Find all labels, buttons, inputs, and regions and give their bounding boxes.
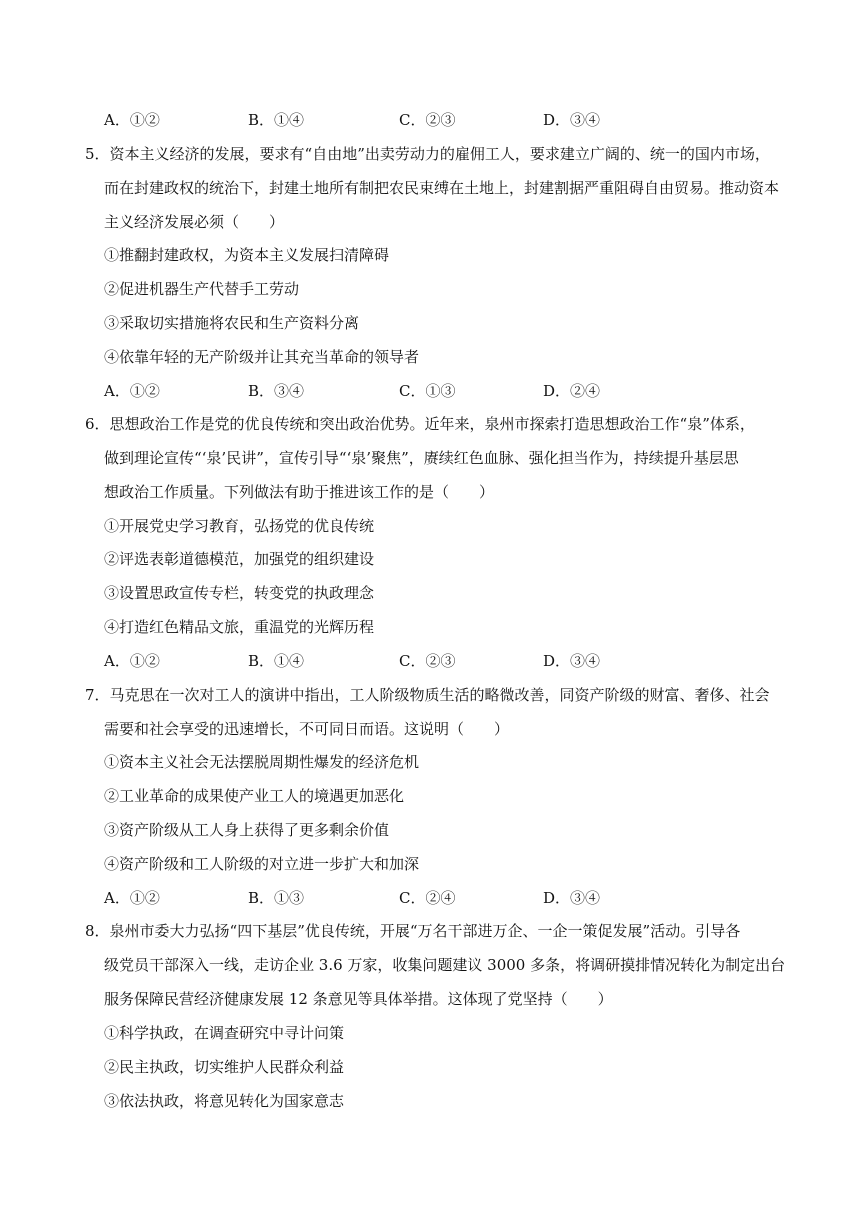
q8-statement-1: ①科学执政，在调查研究中寻计问策 xyxy=(104,1024,345,1042)
q8-statement-2: ②民主执政，切实维护人民群众利益 xyxy=(104,1058,345,1076)
q4-option-b[interactable]: B．①④ xyxy=(248,111,305,129)
q7-stem-line-2: 需要和社会享受的迅速增长，不可同日而语。这说明（ ） xyxy=(104,720,510,738)
q5-stem-line-2: 而在封建政权的统治下，封建土地所有制把农民束缚在土地上，封建割据严重阻碍自由贸易。推动资本 xyxy=(104,179,780,197)
q4-option-d[interactable]: D．③④ xyxy=(543,111,601,129)
q6-option-a[interactable]: A．①② xyxy=(104,652,160,670)
q6-stem-line-1: 6．思想政治工作是党的优良传统和突出政治优势。近年来，泉州市探索打造思想政治工作“泉”体系， xyxy=(85,415,755,433)
q8-stem-line-2: 级党员干部深入一线，走访企业 3.6 万家，收集问题建议 3000 多条，将调研摸排情况转化为制定出台 xyxy=(104,956,786,974)
q7-option-a[interactable]: A．①② xyxy=(104,889,160,907)
q7-statement-3: ③资产阶级从工人身上获得了更多剩余价值 xyxy=(104,821,390,839)
q6-statement-1: ①开展党史学习教育，弘扬党的优良传统 xyxy=(104,517,375,535)
q7-options xyxy=(0,888,860,908)
q5-option-d[interactable]: D．②④ xyxy=(543,382,601,400)
q6-stem-line-3: 想政治工作质量。下列做法有助于推进该工作的是（ ） xyxy=(104,483,495,501)
q7-option-b[interactable]: B．①③ xyxy=(248,889,305,907)
q4-option-a[interactable]: A．①② xyxy=(104,111,160,129)
q6-option-c[interactable]: C．②③ xyxy=(399,652,456,670)
q7-option-c[interactable]: C．②④ xyxy=(399,889,456,907)
q5-option-b[interactable]: B．③④ xyxy=(248,382,305,400)
q7-option-d[interactable]: D．③④ xyxy=(543,889,601,907)
q6-option-d[interactable]: D．③④ xyxy=(543,652,601,670)
q4-option-c[interactable]: C．②③ xyxy=(399,111,456,129)
q5-option-c[interactable]: C．①③ xyxy=(399,382,456,400)
q7-statement-2: ②工业革命的成果使产业工人的境遇更加恶化 xyxy=(104,787,405,805)
q7-stem-line-1: 7．马克思在一次对工人的演讲中指出，工人阶级物质生活的略微改善，同资产阶级的财富、奢侈、社会 xyxy=(85,686,770,704)
q5-statement-2: ②促进机器生产代替手工劳动 xyxy=(104,280,300,298)
q5-statement-1: ①推翻封建政权，为资本主义发展扫清障碍 xyxy=(104,246,390,264)
q5-options xyxy=(0,381,860,401)
q8-stem-line-3: 服务保障民营经济健康发展 12 条意见等具体举措。这体现了党坚持（ ） xyxy=(104,990,613,1008)
q6-option-b[interactable]: B．①④ xyxy=(248,652,305,670)
q4-options xyxy=(0,110,860,130)
q8-statement-3: ③依法执政，将意见转化为国家意志 xyxy=(104,1092,345,1110)
q5-stem-line-1: 5．资本主义经济的发展，要求有“自由地”出卖劳动力的雇佣工人，要求建立广阔的、统一的国内市场， xyxy=(85,145,770,163)
q6-stem-line-2: 做到理论宣传“‘泉’民讲”，宣传引导“‘泉’聚焦”，赓续红色血脉、强化担当作为，持续提升基层思 xyxy=(104,449,739,467)
q6-statement-2: ②评选表彰道德模范，加强党的组织建设 xyxy=(104,550,375,568)
q7-statement-4: ④资产阶级和工人阶级的对立进一步扩大和加深 xyxy=(104,855,420,873)
q6-statement-3: ③设置思政宣传专栏，转变党的执政理念 xyxy=(104,584,375,602)
q7-statement-1: ①资本主义社会无法摆脱周期性爆发的经济危机 xyxy=(104,753,420,771)
q5-stem-line-3: 主义经济发展必须（ ） xyxy=(104,213,285,231)
q6-statement-4: ④打造红色精品文旅，重温党的光辉历程 xyxy=(104,618,375,636)
q5-statement-4: ④依靠年轻的无产阶级并让其充当革命的领导者 xyxy=(104,348,420,366)
q8-stem-line-1: 8．泉州市委大力弘扬“四下基层”优良传统，开展“万名干部进万企、一企一策促发展”活动。引导各 xyxy=(85,922,741,940)
q5-statement-3: ③采取切实措施将农民和生产资料分离 xyxy=(104,314,360,332)
q5-option-a[interactable]: A．①② xyxy=(104,382,160,400)
q6-options xyxy=(0,651,860,671)
